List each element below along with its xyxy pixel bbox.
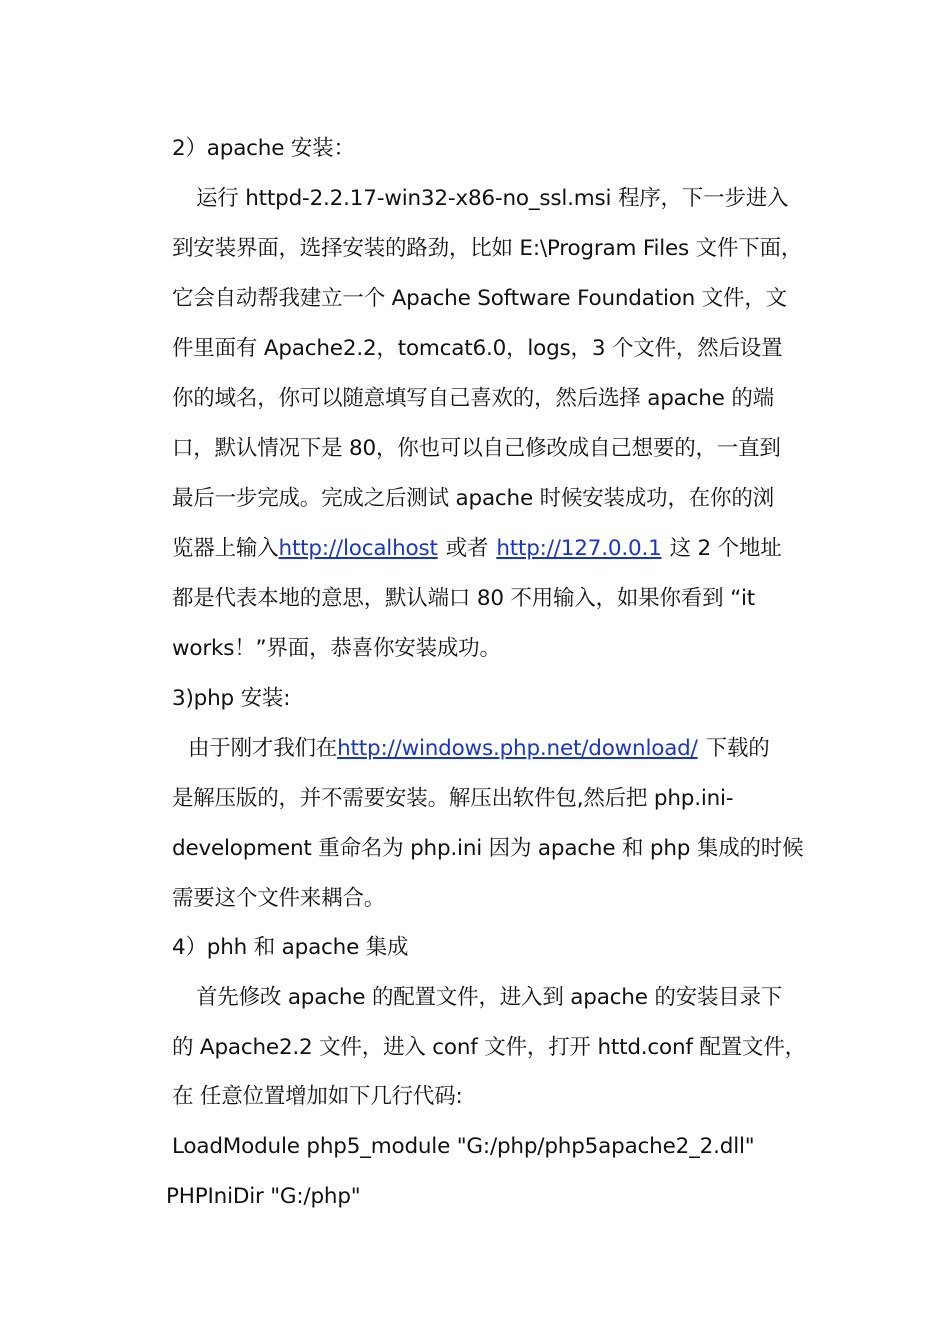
paragraph-line-with-link [188,734,770,764]
paragraph-line: 在 任意位置增加如下几行代码: [172,1084,463,1109]
heading-php-apache-integration: 4）phh 和 apache 集成 [172,935,409,960]
paragraph-line: 件里面有 Apache2.2，tomcat6.0，logs，3 个文件，然后设置 [172,336,783,361]
paragraph-text: 览器上输入 [172,536,279,561]
loopback-ip-link[interactable]: http://127.0.0.1 [496,536,662,561]
paragraph-line: 首先修改 apache 的配置文件，进入到 apache 的安装目录下 [196,985,783,1010]
paragraph-line: 都是代表本地的意思，默认端口 80 不用输入，如果你看到 “it [172,586,756,611]
code-line-loadmodule: LoadModule php5_module "G:/php/php5apache2_2.dll" [172,1134,755,1159]
localhost-link[interactable]: http://localhost [278,536,438,561]
heading-php-install: 3)php 安装: [172,686,291,711]
paragraph-line: 是解压版的，并不需要安装。解压出软件包,然后把 php.ini- [172,786,734,811]
paragraph-line: 到安装界面，选择安装的路劲，比如 E:\Program Files 文件下面， [172,236,803,261]
paragraph-line: 你的域名，你可以随意填写自己喜欢的，然后选择 apache 的端 [172,386,774,411]
paragraph-text: 或者 [445,536,489,561]
paragraph-line: 它会自动帮我建立一个 Apache Software Foundation 文件，文 [172,286,787,311]
paragraph-line-with-links [172,534,782,564]
php-download-link[interactable]: http://windows.php.net/download/ [337,736,698,761]
paragraph-line: 需要这个文件来耦合。 [172,886,386,911]
paragraph-line: 运行 httpd-2.2.17-win32-x86-no_ssl.msi 程序，下一步进入 [196,186,789,211]
paragraph-line: 的 Apache2.2 文件，进入 conf 文件，打开 httd.conf 配置文件， [172,1035,806,1060]
paragraph-line: development 重命名为 php.ini 因为 apache 和 php 集成的时候 [172,836,804,861]
code-line-phpinidir: PHPIniDir "G:/php" [166,1184,361,1209]
paragraph-text: 这 2 个地址 [669,536,782,561]
paragraph-line: 最后一步完成。完成之后测试 apache 时候安装成功，在你的浏 [172,486,774,511]
heading-apache-install: 2）apache 安装： [172,136,355,161]
paragraph-line: 口，默认情况下是 80，你也可以自己修改成自己想要的，一直到 [172,436,781,461]
paragraph-text: 下载的 [705,736,770,761]
paragraph-text: 由于刚才我们在 [188,736,338,761]
paragraph-line: works！”界面，恭喜你安装成功。 [172,636,501,661]
